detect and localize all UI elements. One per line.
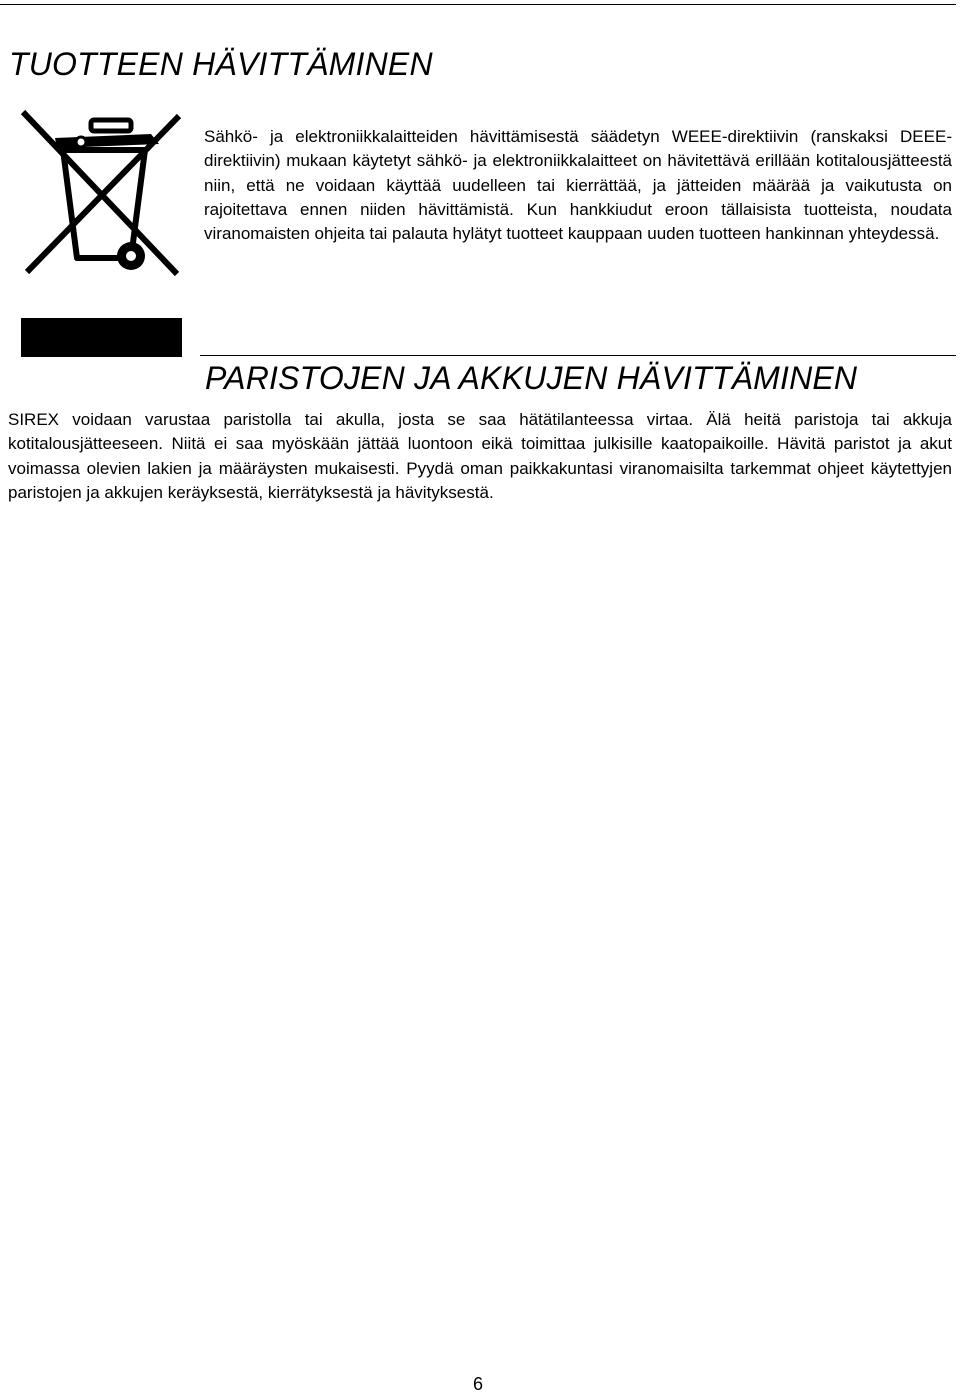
weee-paragraph: Sähkö- ja elektroniikkalaitteiden hävittämisestä säädetyn WEEE-direktiivin (ranskaksi DEEE-direktiivin) mukaan käytetyt sähkö- ja elektroniikkalaitteet on hävitettävä erillään kotitalousjätteestä niin, että ne voidaan käyttää uudelleen tai kierrättää, ja jätteiden määrää ja vaikutusta on rajoitettava ennen niiden hävittämistä. Kun hankkiudut eroon tällaisista tuotteista, noudata viranomaisten ohjeita tai palauta hylätyt tuotteet kauppaan uuden tuotteen hankinnan yhteydessä. [204,127,952,244]
weee-black-bar [21,318,182,357]
section-title-product-disposal: TUOTTEEN HÄVITTÄMINEN [9,46,433,82]
battery-paragraph: SIREX voidaan varustaa paristolla tai akulla, josta se saa hätätilanteessa virtaa. Älä heitä paristoja tai akkuja kotitalousjätteeseen. Niitä ei saa myöskään jättää luontoon eikä toimittaa julkisille kaatopaikoille. Hävitä paristot ja akut voimassa olevien lakien ja määräysten mukaisesti. Pyydä oman paikkakuntasi viranomaisilta tarkemmat ohjeet käytettyjen paristojen ja akkujen keräyksestä, kierrätyksestä ja hävityksestä. [8,410,952,502]
top-rule [0,4,956,5]
section-divider [200,355,956,356]
section-title-battery-disposal: PARISTOJEN JA AKKUJEN HÄVITTÄMINEN [205,360,858,396]
crossed-out-wheelie-bin-icon [19,108,183,278]
page-number: 6 [472,1374,483,1394]
